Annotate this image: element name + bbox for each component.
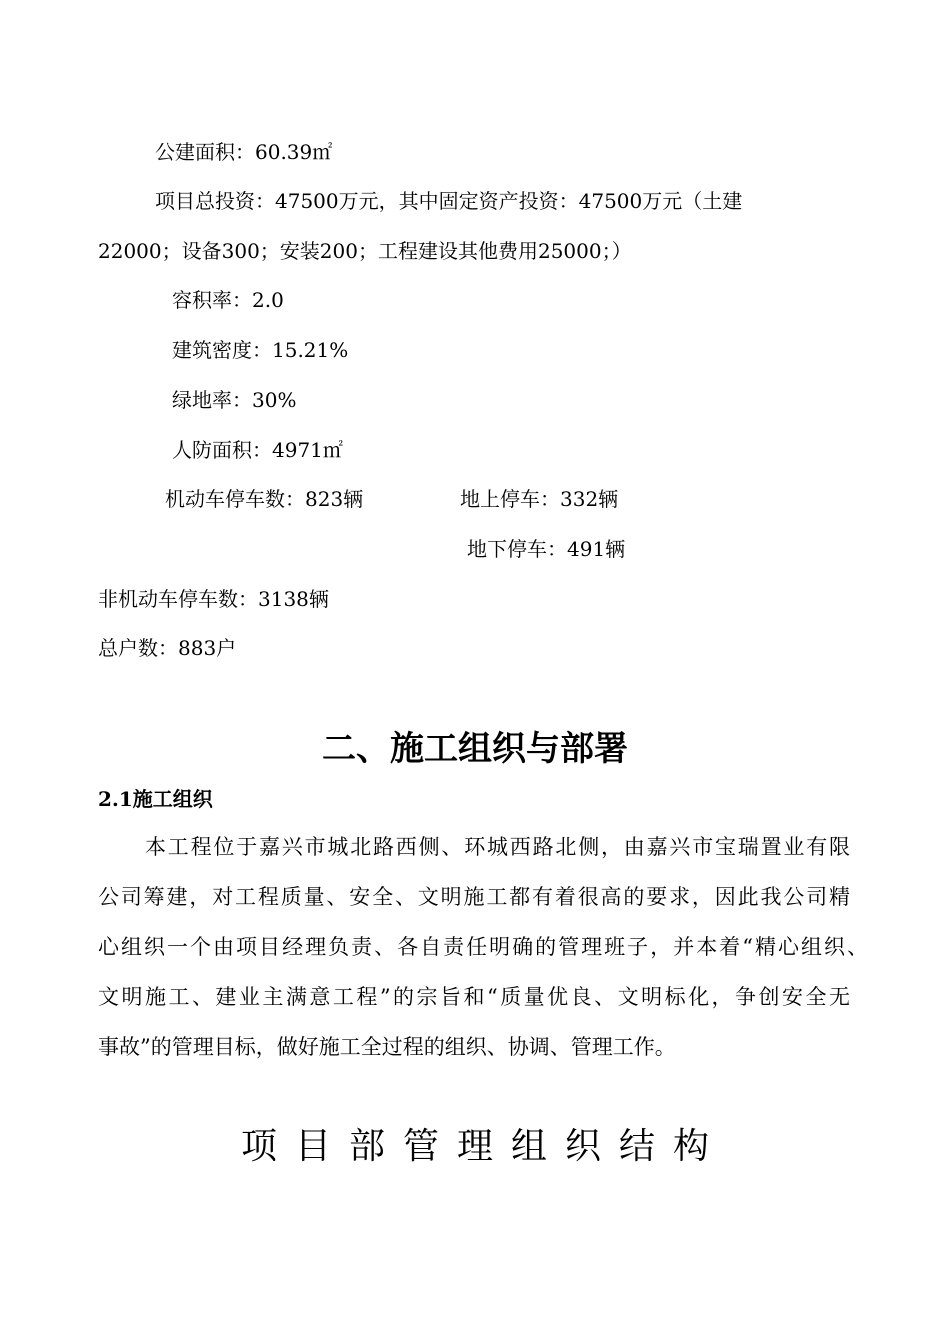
structure-title: 项目部管理组织结构 [240, 1126, 727, 1167]
underground-parking-line: 地下停车：491辆 [467, 537, 626, 561]
investment-line-1: 项目总投资：47500万元，其中固定资产投资：47500万元（土建 [155, 189, 743, 213]
investment-line-2: 22000；设备300；安装200；工程建设其他费用25000；） [98, 239, 632, 263]
motor-parking-line: 机动车停车数：823辆 [165, 487, 364, 511]
paragraph-line-3: 心组织一个由项目经理负责、各自责任明确的管理班子，并本着“精心组织、 [98, 935, 868, 959]
civil-defense-area-line: 人防面积：4971㎡ [172, 438, 343, 462]
building-density-line: 建筑密度：15.21% [172, 338, 349, 362]
paragraph-line-4: 文明施工、建业主满意工程”的宗旨和“质量优良、文明标化，争创安全无 [98, 985, 850, 1009]
section-heading: 二、施工组织与部署 [322, 729, 628, 769]
paragraph-line-2: 公司筹建，对工程质量、安全、文明施工都有着很高的要求，因此我公司精 [98, 885, 850, 909]
households-line: 总户数：883户 [98, 636, 237, 660]
subsection-heading: 2.1施工组织 [98, 787, 213, 811]
public-area-line: 公建面积：60.39㎡ [155, 140, 333, 164]
ground-parking-line: 地上停车：332辆 [460, 487, 619, 511]
green-ratio-line: 绿地率：30% [172, 388, 297, 412]
paragraph-line-1: 本工程位于嘉兴市城北路西侧、环城西路北侧，由嘉兴市宝瑞置业有限 [145, 835, 850, 859]
non-motor-parking-line: 非机动车停车数：3138辆 [98, 587, 329, 611]
plot-ratio-line: 容积率：2.0 [172, 288, 284, 312]
paragraph-line-5: 事故”的管理目标，做好施工全过程的组织、协调、管理工作。 [98, 1035, 676, 1059]
